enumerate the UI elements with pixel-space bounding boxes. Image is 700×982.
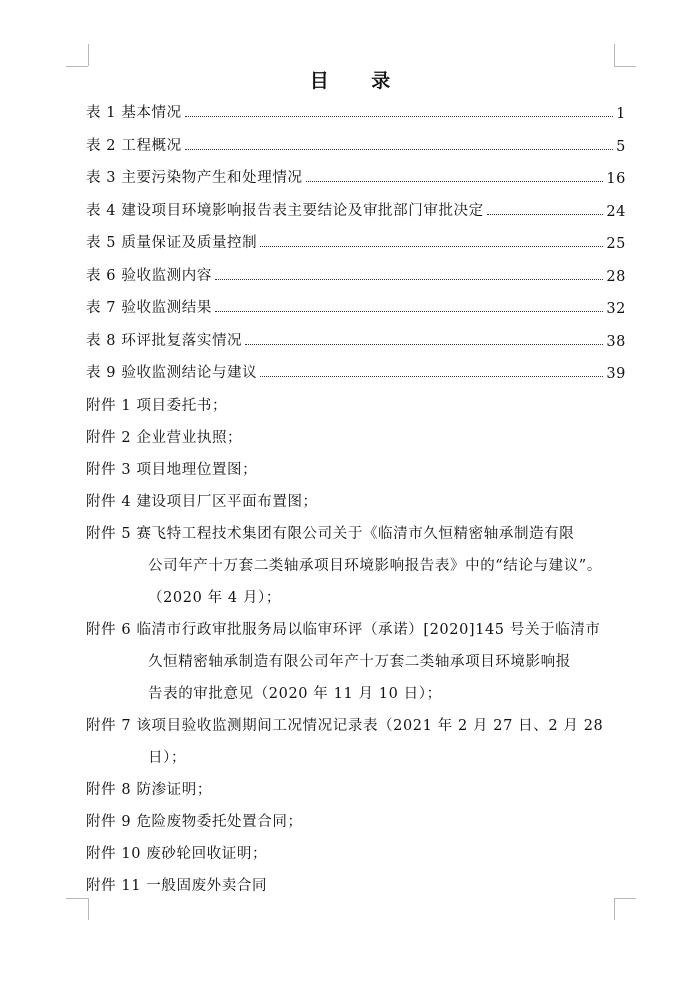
- toc-entry-label: 表 6 验收监测内容: [86, 267, 212, 284]
- attachment-item: [86, 426, 631, 458]
- attachment-item: [86, 618, 631, 714]
- page-title: 目 录: [309, 70, 409, 92]
- crop-mark-top-right: [614, 44, 615, 66]
- attachment-item: [86, 714, 631, 778]
- attachment-continuation: （2020 年 4 月）；: [148, 590, 282, 606]
- toc-entry[interactable]: [86, 165, 626, 187]
- toc-entry-page-number: 16: [606, 171, 626, 187]
- toc-leader-dots: [215, 278, 603, 280]
- toc-entry-page-number: 39: [606, 366, 626, 382]
- crop-mark-bottom-left: [66, 898, 88, 899]
- attachment-label: 附件 3 项目地理位置图；: [86, 462, 258, 478]
- attachment-label: 附件 8 防渗证明；: [86, 782, 212, 798]
- toc-entry-page-number: 38: [606, 333, 626, 350]
- toc-leader-dots: [185, 115, 613, 117]
- attachment-label: 附件 2 企业营业执照；: [86, 430, 243, 446]
- crop-mark-top-left: [88, 44, 89, 66]
- toc-entry-label: 表 5 质量保证及质量控制: [86, 235, 258, 251]
- attachment-item: [86, 394, 631, 426]
- attachment-label: 附件 6 临清市行政审批服务局以临审环评（承诺）[2020]145 号关于临清市: [86, 622, 601, 638]
- attachment-item: [86, 490, 631, 522]
- toc-entry[interactable]: [86, 100, 626, 122]
- toc-entry-label: 表 9 验收监测结论与建议: [86, 365, 258, 381]
- attachment-list: [86, 394, 631, 906]
- attachment-label: 附件 7 该项目验收监测期间工况情况记录表（2021 年 2 月 27 日、2 月 28: [86, 718, 604, 734]
- toc-leader-dots: [245, 343, 603, 345]
- attachment-item: [86, 810, 631, 842]
- attachment-item: [86, 842, 631, 874]
- toc-entry-page-number: 24: [606, 203, 626, 220]
- toc-leader-dots: [215, 310, 603, 312]
- attachment-label: 附件 11 一般固废外卖合同: [86, 878, 268, 894]
- toc-entry[interactable]: [86, 230, 626, 252]
- toc-entry-page-number: 5: [616, 138, 626, 155]
- toc-leader-dots: [306, 180, 604, 182]
- attachment-label: 附件 10 废砂轮回收证明；: [86, 846, 268, 862]
- toc-entry[interactable]: [86, 295, 626, 317]
- toc-entry-page-number: 28: [606, 268, 626, 285]
- toc-entry-page-number: 32: [606, 301, 626, 317]
- toc-entry-page-number: 25: [606, 236, 626, 252]
- toc-leader-dots: [487, 213, 604, 215]
- toc-entry[interactable]: [86, 198, 626, 220]
- attachment-label: 附件 1 项目委托书；: [86, 398, 228, 414]
- toc-entry-page-number: 1: [616, 106, 626, 122]
- toc-leader-dots: [260, 375, 603, 377]
- toc-entry-label: 表 2 工程概况: [86, 137, 182, 154]
- toc-entry-label: 表 1 基本情况: [86, 105, 182, 121]
- attachment-label: 附件 4 建设项目厂区平面布置图；: [86, 494, 318, 510]
- toc-entry[interactable]: [86, 133, 626, 155]
- toc-entry-label: 表 7 验收监测结果: [86, 300, 212, 316]
- attachment-label: 附件 9 危险废物委托处置合同；: [86, 814, 303, 830]
- attachment-item: [86, 874, 631, 906]
- toc-entry[interactable]: [86, 360, 626, 382]
- toc-leader-dots: [260, 245, 603, 247]
- toc-entry-label: 表 8 环评批复落实情况: [86, 332, 243, 349]
- attachment-item: [86, 458, 631, 490]
- attachment-continuation: 久恒精密轴承制造有限公司年产十万套二类轴承项目环境影响报: [148, 654, 571, 670]
- toc-entry-label: 表 4 建设项目环境影响报告表主要结论及审批部门审批决定: [86, 202, 484, 219]
- toc-leader-dots: [185, 148, 613, 150]
- toc-entry-label: 表 3 主要污染物产生和处理情况: [86, 170, 303, 186]
- attachment-continuation: 日）；: [148, 750, 187, 766]
- attachment-item: [86, 522, 631, 618]
- toc-entry[interactable]: [86, 263, 626, 285]
- attachment-continuation: 公司年产十万套二类轴承项目环境影响报告表》中的“结论与建议”。: [148, 558, 602, 574]
- toc-entry[interactable]: [86, 328, 626, 350]
- attachment-continuation: 告表的审批意见（2020 年 11 月 10 日）；: [148, 686, 442, 702]
- attachment-item: [86, 778, 631, 810]
- attachment-label: 附件 5 赛飞特工程技术集团有限公司关于《临清市久恒精密轴承制造有限: [86, 526, 575, 542]
